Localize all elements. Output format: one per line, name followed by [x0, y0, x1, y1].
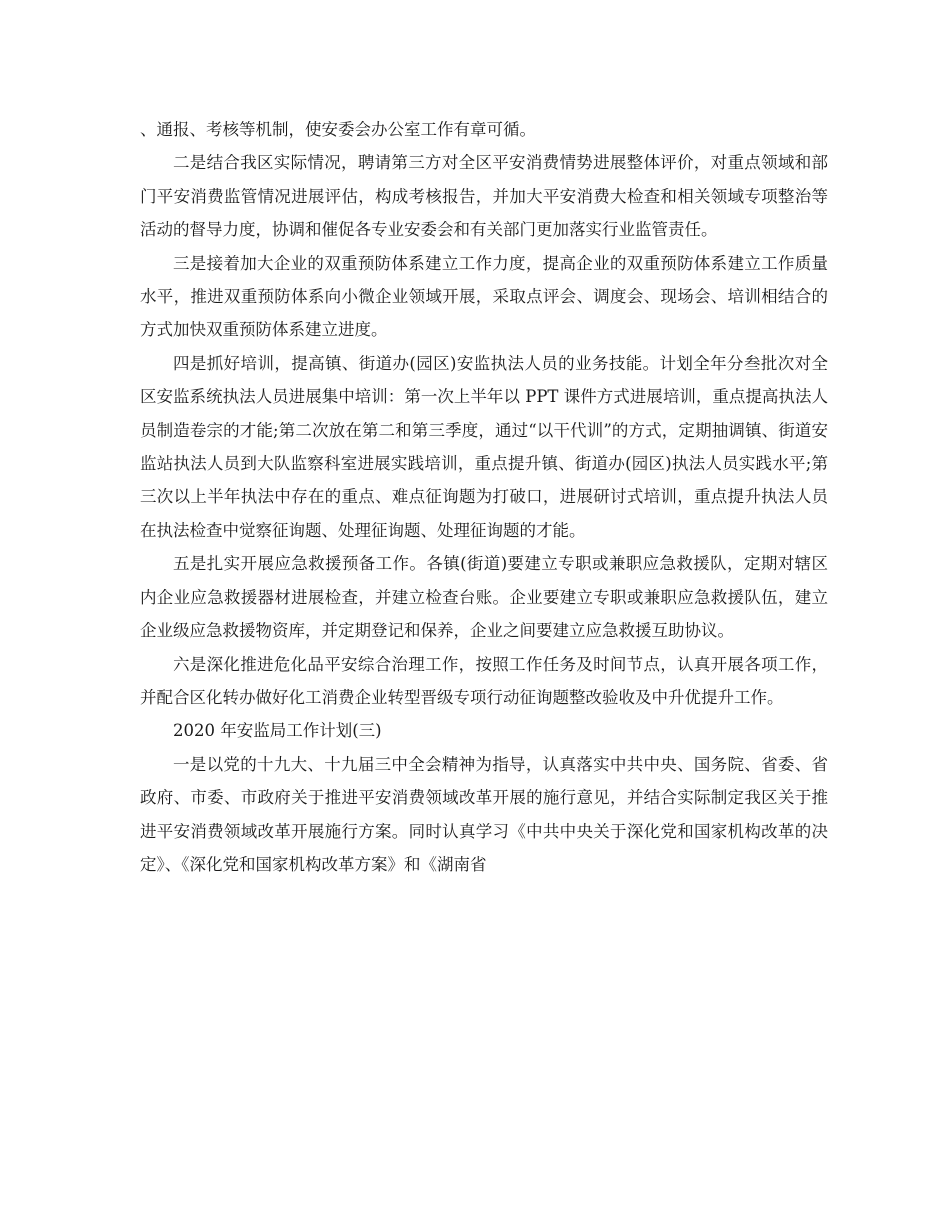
paragraph-item-1-section-3: 一是以党的十九大、十九届三中全会精神为指导，认真落实中共中央、国务院、省委、省政府、市委、市政府关于推进平安消费领域改革开展的施行意见，并结合实际制定我区关于推进平安消费领域改革开展施行方案。同时认真学习《中共中央关于深化党和国家机构改革的决定》、《深化党和国家机构改革方案》和《湖南省 [140, 754, 828, 874]
paragraph-item-4: 四是抓好培训，提高镇、街道办(园区)安监执法人员的业务技能。计划全年分叁批次对全区安监系统执法人员进展集中培训：第一次上半年以 PPT 课件方式进展培训，重点提高执法人员制造卷宗的才能;第二次放在第二和第三季度，通过“以干代训”的方式，定期抽调镇、街道安监站执法人员到大队监察科室进展实践培训，重点提升镇、街道办(园区)执法人员实践水平;第三次以上半年执法中存在的重点、难点征询题为打破口，进展研讨式培训，重点提升执法人员在执法检查中觉察征询题、处理征询题、处理征询题的才能。 [140, 353, 828, 540]
paragraph-item-6: 六是深化推进危化品平安综合治理工作，按照工作任务及时间节点，认真开展各项工作，并配合区化转办做好化工消费企业转型晋级专项行动征询题整改验收及中升优提升工作。 [140, 654, 828, 707]
document-body [140, 113, 828, 881]
paragraph-continuation: 、通报、考核等机制，使安委会办公室工作有章可循。 [140, 120, 536, 139]
section-heading: 2020 年安监局工作计划(三) [173, 721, 382, 741]
paragraph-item-5: 五是扎实开展应急救援预备工作。各镇(街道)要建立专职或兼职应急救援队，定期对辖区内企业应急救援器材进展检查，并建立检查台账。企业要建立专职或兼职应急救援队伍，建立企业级应急救援物资库，并定期登记和保养，企业之间要建立应急救援互助协议。 [140, 554, 828, 641]
paragraph-item-3: 三是接着加大企业的双重预防体系建立工作力度，提高企业的双重预防体系建立工作质量水平，推进双重预防体系向小微企业领域开展，采取点评会、调度会、现场会、培训相结合的方式加快双重预防体系建立进度。 [140, 253, 828, 340]
paragraph-item-2: 二是结合我区实际情况，聘请第三方对全区平安消费情势进展整体评价，对重点领域和部门平安消费监管情况进展评估，构成考核报告，并加大平安消费大检查和相关领域专项整治等活动的督导力度，协调和催促各专业安委会和有关部门更加落实行业监管责任。 [140, 153, 828, 240]
